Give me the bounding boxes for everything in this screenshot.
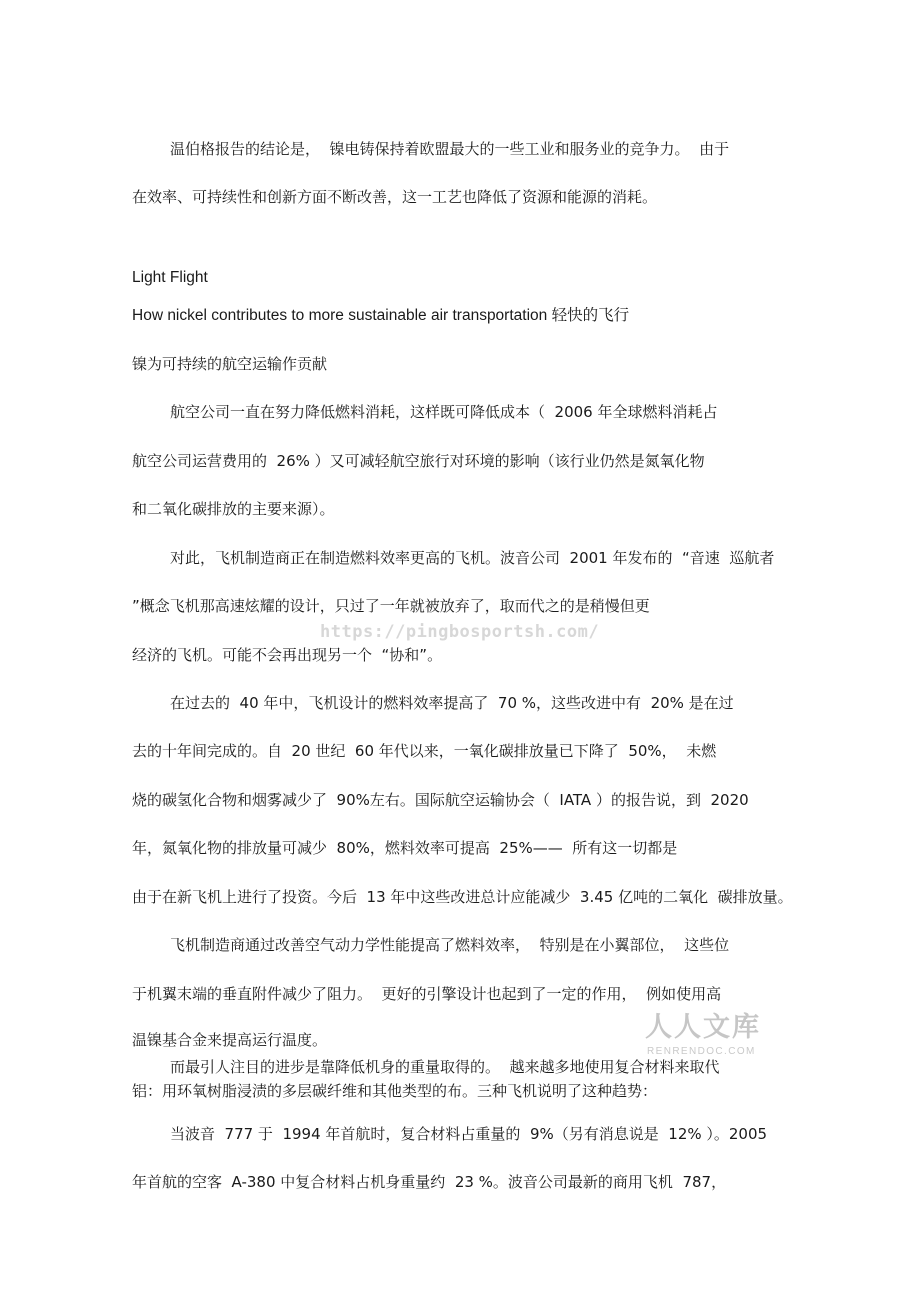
text-line: ”概念飞机那高速炫耀的设计，只过了一年就被放弃了，取而代之的是稍慢但更	[132, 597, 650, 615]
text-line: 铝：用环氧树脂浸渍的多层碳纤维和其他类型的布。三种飞机说明了这种趋势：	[132, 1082, 658, 1100]
text-line: 烧的碳氢化合物和烟雾减少了 90%左右。国际航空运输协会（ IATA ）的报告说，到 2020	[132, 791, 749, 809]
section-heading: Light Flight	[132, 269, 208, 286]
section-subtitle: How nickel contributes to more sustainable air transportation 轻快的飞行	[132, 307, 630, 324]
text-line: 而最引人注目的进步是靠降低机身的重量取得的。 越来越多地使用复合材料来取代	[170, 1058, 720, 1076]
text-line: 温伯格报告的结论是， 镍电铸保持着欧盟最大的一些工业和服务业的竞争力。 由于	[170, 140, 730, 158]
text-line: 由于在新飞机上进行了投资。今后 13 年中这些改进总计应能减少 3.45 亿吨的二氧化 碳排放量。	[132, 888, 793, 906]
text-line: 航空公司一直在努力降低燃料消耗，这样既可降低成本（ 2006 年全球燃料消耗占	[170, 403, 718, 421]
text-line: 去的十年间完成的。自 20 世纪 60 年代以来，一氧化碳排放量已下降了 50%， 未燃	[132, 742, 717, 760]
text-line: 在效率、可持续性和创新方面不断改善，这一工艺也降低了资源和能源的消耗。	[132, 188, 658, 206]
section-subtitle-cn: 镍为可持续的航空运输作贡献	[132, 355, 328, 373]
text-line: 温镍基合金来提高运行温度。	[132, 1031, 328, 1049]
text-line: 年，氮氧化物的排放量可减少 80%，燃料效率可提高 25%—— 所有这一切都是	[132, 839, 678, 857]
text-line: 年首航的空客 A-380 中复合材料占机身重量约 23 %。波音公司最新的商用飞机 787，	[132, 1173, 727, 1191]
text-line: 当波音 777 于 1994 年首航时，复合材料占重量的 9%（另有消息说是 12% ）。2005	[170, 1125, 768, 1143]
text-line: 飞机制造商通过改善空气动力学性能提高了燃料效率， 特别是在小翼部位， 这些位	[170, 936, 730, 954]
text-line: 经济的飞机。可能不会再出现另一个 “协和”。	[132, 646, 443, 664]
text-line: 对此，飞机制造商正在制造燃料效率更高的飞机。波音公司 2001 年发布的 “音速 巡航者	[170, 549, 775, 567]
text-line: 和二氧化碳排放的主要来源）。	[132, 500, 335, 518]
text-line: 在过去的 40 年中，飞机设计的燃料效率提高了 70 %，这些改进中有 20% 是在过	[170, 694, 734, 712]
watermark-url: https://pingbosportsh.com/	[320, 622, 600, 642]
text-line: 航空公司运营费用的 26% ）又可减轻航空旅行对环境的影响（该行业仍然是氮氧化物	[132, 452, 705, 470]
text-line: 于机翼末端的垂直附件减少了阻力。 更好的引擎设计也起到了一定的作用， 例如使用高	[132, 985, 722, 1003]
watermark-logo-cn: 人人文库	[645, 1012, 761, 1043]
watermark-logo	[645, 1012, 775, 1057]
watermark-logo-en: RENRENDOC.COM	[647, 1046, 756, 1057]
